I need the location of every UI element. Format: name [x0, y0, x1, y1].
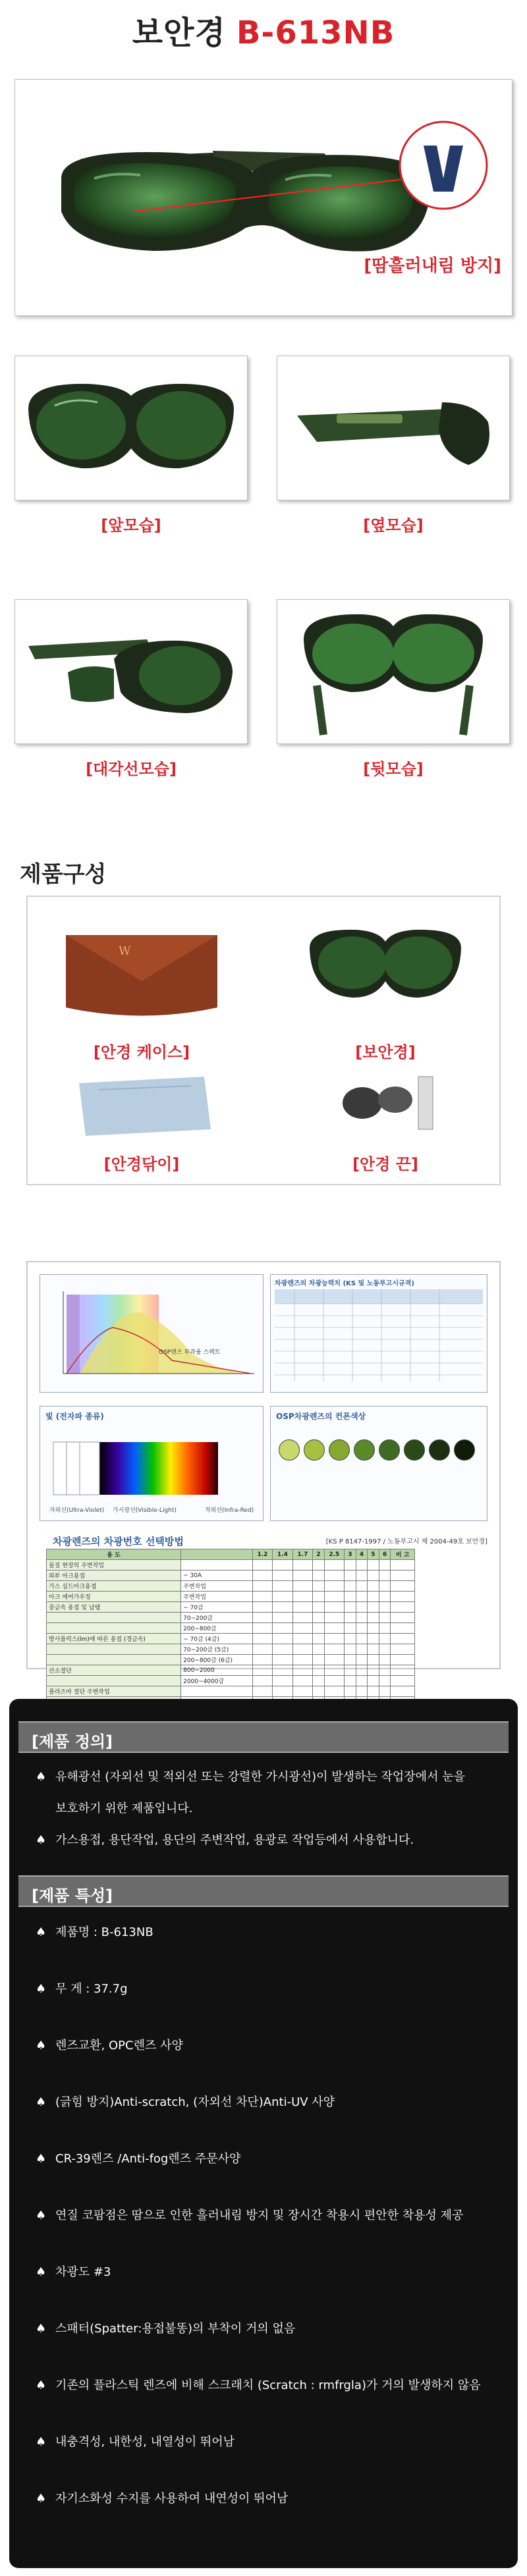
view-side-caption: [옆모습] [363, 516, 424, 535]
definition-item: ♠ 유해광선 (자외선 및 적외선 또는 강렬한 가시광선)이 발생하는 작업장에서 눈을 [36, 1765, 465, 1790]
table-empty-cell [273, 1581, 292, 1592]
table-cell: 주변작업 [181, 1581, 253, 1592]
table-empty-cell [379, 1634, 391, 1644]
svg-text:W: W [119, 944, 131, 958]
table-empty-cell [356, 1570, 368, 1581]
table-empty-cell [313, 1686, 325, 1697]
spade-icon: ♠ [36, 1982, 47, 1996]
table-empty-cell [324, 1602, 344, 1613]
definition-title: [제품 정의] [32, 1732, 113, 1751]
view-diagonal-frame [14, 599, 248, 744]
table-empty-cell [292, 1592, 312, 1602]
main-photo-frame [14, 79, 513, 316]
table-empty-cell [273, 1592, 292, 1602]
table-cell: 2000~4000급 [181, 1676, 253, 1686]
table-row [47, 1655, 415, 1665]
definition-item: ♠ 가스용접, 용단작업, 용단의 주변작업, 용광로 작업등에서 사용합니다. [36, 1828, 414, 1853]
table-empty-cell [292, 1560, 312, 1570]
spade-icon: ♠ [36, 2265, 47, 2279]
features-header [18, 1875, 509, 1907]
main-goggles-image [15, 80, 512, 315]
table-empty-cell [368, 1570, 379, 1581]
table-row [47, 1634, 415, 1644]
osp-curve-label: OSP렌즈 투과율 스펙트 [159, 1349, 221, 1356]
spade-icon: ♠ [36, 1770, 47, 1784]
table-row [47, 1613, 415, 1623]
table-empty-cell [324, 1665, 344, 1676]
table-row [47, 1676, 415, 1686]
table-cell: 산소절단 [47, 1665, 181, 1676]
table-empty-cell [368, 1560, 379, 1570]
table-empty-cell [313, 1623, 325, 1634]
table-header-cell: 1.4 [273, 1549, 292, 1560]
transmittance-chart-panel [40, 1274, 264, 1393]
table-cell [47, 1644, 181, 1655]
table-empty-cell [345, 1665, 356, 1676]
feature-item: ♠ CR-39렌즈 /Anti-fog렌즈 주문사양 [36, 2147, 240, 2172]
table-empty-cell [345, 1581, 356, 1592]
table-empty-cell [313, 1570, 325, 1581]
table-empty-cell [313, 1613, 325, 1623]
front-view-image [15, 356, 247, 500]
table-empty-cell [345, 1592, 356, 1602]
table-empty-cell [356, 1613, 368, 1623]
table-empty-cell [379, 1686, 391, 1697]
spec-panel [9, 1699, 518, 2568]
table-empty-cell [368, 1623, 379, 1634]
table-cell: 방사플럭스(lm)에 따른 용접 (경금속) [47, 1634, 181, 1644]
diagonal-view-image [15, 600, 247, 743]
table-empty-cell [356, 1560, 368, 1570]
spade-icon: ♠ [36, 1925, 47, 1939]
table-empty-cell [356, 1676, 368, 1686]
osp-swatch-row [279, 1439, 475, 1461]
table-empty-cell [273, 1676, 292, 1686]
component-strap-caption: [안경 끈] [352, 1155, 418, 1173]
table-cell [47, 1655, 181, 1665]
table-empty-cell [345, 1644, 356, 1655]
table-empty-cell [379, 1560, 391, 1570]
table-row [47, 1592, 415, 1602]
table-empty-cell [252, 1560, 272, 1570]
table-empty-cell [273, 1644, 292, 1655]
table-empty-cell [292, 1644, 312, 1655]
table-empty-cell [379, 1613, 391, 1623]
spade-icon: ♠ [36, 1833, 47, 1847]
table-empty-cell [313, 1644, 325, 1655]
table-row [47, 1686, 415, 1697]
table-empty-cell [345, 1634, 356, 1644]
spade-icon: ♠ [36, 2209, 47, 2222]
component-goggles-caption: [보안경] [355, 1043, 416, 1061]
table-empty-cell [252, 1570, 272, 1581]
table-cell: 800~2000 [181, 1665, 253, 1676]
table-empty-cell [252, 1676, 272, 1686]
table-cell: 가스 실드아크용접 [47, 1581, 181, 1592]
table-empty-cell [324, 1644, 344, 1655]
table-empty-cell [391, 1570, 415, 1581]
visible-label: 가시광선(Visible-Light) [113, 1507, 177, 1514]
view-front-frame [14, 356, 248, 500]
table-cell [47, 1676, 181, 1686]
table-empty-cell [379, 1676, 391, 1686]
table-row [47, 1602, 415, 1613]
table-empty-cell [368, 1634, 379, 1644]
table-empty-cell [345, 1676, 356, 1686]
page-header [0, 0, 527, 59]
osp-swatch [404, 1439, 425, 1461]
table-empty-cell [356, 1686, 368, 1697]
osp-swatch [304, 1439, 325, 1461]
osp-swatch [354, 1439, 375, 1461]
table-empty-cell [356, 1623, 368, 1634]
table-empty-cell [368, 1613, 379, 1623]
table-row [47, 1560, 415, 1570]
view-front-caption: [앞모습] [101, 516, 161, 535]
callout-label: [땀흘러내림 방지] [364, 256, 501, 276]
selection-ref: [KS P 8147-1997 / 노동부고시 제 2004-49호 보안경] [325, 1538, 487, 1545]
table-empty-cell [292, 1686, 312, 1697]
table-empty-cell [292, 1623, 312, 1634]
table-empty-cell [273, 1570, 292, 1581]
feature-item: ♠ 차광도 #3 [36, 2260, 111, 2285]
transmittance-chart [40, 1275, 263, 1392]
table-empty-cell [368, 1665, 379, 1676]
table-empty-cell [368, 1676, 379, 1686]
feature-item: ♠ 제품명 : B-613NB [36, 1920, 153, 1945]
transmittance-title: 차광렌즈의 차광능력치 (KS 및 노동부고시규격) [275, 1280, 414, 1287]
table-empty-cell [313, 1581, 325, 1592]
component-cloth [59, 1063, 224, 1142]
feature-item: ♠ 연질 코팜점은 땀으로 인한 흘러내림 방지 및 장시간 착용시 편안한 착용성 제공 [36, 2203, 463, 2228]
table-empty-cell [292, 1613, 312, 1623]
table-empty-cell [356, 1592, 368, 1602]
table-empty-cell [391, 1560, 415, 1570]
table-cell: 주변작업 [181, 1592, 253, 1602]
table-empty-cell [252, 1686, 272, 1697]
table-empty-cell [391, 1676, 415, 1686]
table-empty-cell [391, 1602, 415, 1613]
table-empty-cell [313, 1655, 325, 1665]
table-empty-cell [368, 1655, 379, 1665]
osp-swatch [379, 1439, 400, 1461]
transmittance-table-panel [270, 1274, 487, 1393]
table-empty-cell [273, 1560, 292, 1570]
table-empty-cell [391, 1665, 415, 1676]
table-empty-cell [252, 1665, 272, 1676]
selection-title: 차광렌즈의 차광번호 선택방법 [53, 1536, 184, 1547]
table-empty-cell [252, 1634, 272, 1644]
table-empty-cell [368, 1686, 379, 1697]
component-goggles [296, 909, 474, 1027]
table-empty-cell [391, 1655, 415, 1665]
table-empty-cell [324, 1623, 344, 1634]
table-header-cell: 3 [345, 1549, 356, 1560]
table-empty-cell [391, 1613, 415, 1623]
table-cell: 70~200급 (5급) [181, 1644, 253, 1655]
feature-item: ♠ (긁힘 방지)Anti-scratch, (자외선 차단)Anti-UV 사양 [36, 2090, 335, 2115]
spade-icon: ♠ [36, 2095, 47, 2109]
selection-section [40, 1534, 487, 1696]
table-empty-cell [273, 1623, 292, 1634]
title-ko: 보안경 [132, 14, 226, 51]
table-cell: ~ 70급 [181, 1602, 253, 1613]
table-header-cell: 6 [379, 1549, 391, 1560]
table-empty-cell [368, 1644, 379, 1655]
table-empty-cell [324, 1592, 344, 1602]
table-empty-cell [345, 1560, 356, 1570]
table-header-cell [181, 1549, 253, 1560]
table-cell: 외부 아크용접 [47, 1570, 181, 1581]
case-image [53, 909, 231, 1027]
table-empty-cell [292, 1634, 312, 1644]
component-cloth-caption: [안경닦이] [103, 1155, 180, 1173]
table-empty-cell [252, 1613, 272, 1623]
table-row [47, 1644, 415, 1655]
component-strap [310, 1063, 461, 1142]
feature-item: ♠ 기존의 플라스틱 렌즈에 비해 스크래치 (Scratch : rmfrgla)가 거의 발생하지 않음 [36, 2373, 481, 2398]
spade-icon: ♠ [36, 2492, 47, 2506]
table-empty-cell [356, 1581, 368, 1592]
osp-swatch [329, 1439, 350, 1461]
table-empty-cell [379, 1592, 391, 1602]
osp-swatch [454, 1439, 475, 1461]
table-empty-cell [345, 1602, 356, 1613]
table-empty-cell [356, 1644, 368, 1655]
table-empty-cell [391, 1644, 415, 1655]
spectrum-panel [40, 1406, 264, 1521]
component-case [53, 909, 231, 1027]
table-cell: 70~200급 [181, 1613, 253, 1623]
table-header-cell: 용 도 [47, 1549, 181, 1560]
table-empty-cell [356, 1665, 368, 1676]
table-empty-cell [356, 1634, 368, 1644]
table-empty-cell [368, 1602, 379, 1613]
table-empty-cell [391, 1634, 415, 1644]
view-side-frame [277, 356, 510, 500]
table-empty-cell [391, 1623, 415, 1634]
table-empty-cell [252, 1592, 272, 1602]
spade-icon: ♠ [36, 2378, 47, 2392]
table-empty-cell [252, 1602, 272, 1613]
table-cell: 플라즈마 절단 주변작업 [47, 1686, 181, 1697]
table-cell [47, 1613, 181, 1623]
table-empty-cell [391, 1581, 415, 1592]
page-title [132, 7, 395, 53]
table-empty-cell [324, 1613, 344, 1623]
table-empty-cell [368, 1581, 379, 1592]
table-cell [181, 1560, 253, 1570]
table-cell [47, 1623, 181, 1634]
table-empty-cell [313, 1560, 325, 1570]
table-empty-cell [292, 1655, 312, 1665]
spade-icon: ♠ [36, 2322, 47, 2336]
table-header-cell: 2.5 [324, 1549, 344, 1560]
definition-header [18, 1721, 509, 1753]
table-empty-cell [252, 1644, 272, 1655]
table-row [47, 1623, 415, 1634]
table-empty-cell [324, 1570, 344, 1581]
table-empty-cell [292, 1665, 312, 1676]
table-header-cell: 4 [356, 1549, 368, 1560]
back-view-image [277, 600, 509, 743]
table-empty-cell [324, 1581, 344, 1592]
table-cell: ~ 70급 (4급) [181, 1634, 253, 1644]
table-empty-cell [345, 1686, 356, 1697]
table-empty-cell [292, 1581, 312, 1592]
spade-icon: ♠ [36, 2435, 47, 2449]
table-empty-cell [324, 1686, 344, 1697]
table-cell: 중금속 용접 및 납땜 [47, 1602, 181, 1613]
table-empty-cell [356, 1655, 368, 1665]
feature-item: ♠ 렌즈교환, OPC렌즈 사양 [36, 2033, 183, 2058]
table-empty-cell [324, 1655, 344, 1665]
cloth-image [59, 1063, 224, 1142]
table-empty-cell [252, 1581, 272, 1592]
component-case-caption: [안경 케이스] [93, 1043, 190, 1061]
table-empty-cell [313, 1634, 325, 1644]
table-empty-cell [356, 1602, 368, 1613]
table-empty-cell [345, 1623, 356, 1634]
table-empty-cell [345, 1570, 356, 1581]
table-empty-cell [313, 1676, 325, 1686]
osp-panel [270, 1406, 487, 1521]
table-empty-cell [273, 1686, 292, 1697]
side-view-image [277, 356, 509, 500]
osp-title: OSP차광렌즈의 컨폰색상 [276, 1412, 366, 1421]
table-header-cell: 1.2 [252, 1549, 272, 1560]
ir-label: 적외선(Infra-Red) [205, 1507, 254, 1514]
table-empty-cell [313, 1592, 325, 1602]
table-empty-cell [273, 1665, 292, 1676]
table-empty-cell [379, 1570, 391, 1581]
table-empty-cell [292, 1676, 312, 1686]
features-title: [제품 특성] [32, 1887, 113, 1905]
feature-item: ♠ 스패터(Spatter:용접불똥)의 부착이 거의 없음 [36, 2317, 295, 2342]
table-row [47, 1570, 415, 1581]
table-header-cell: 5 [368, 1549, 379, 1560]
transmittance-grid [271, 1289, 487, 1388]
definition-item: 보호하기 위한 제품입니다. [55, 1802, 193, 1815]
table-cell: 200~800급 [181, 1623, 253, 1634]
osp-swatch [279, 1439, 300, 1461]
table-empty-cell [345, 1655, 356, 1665]
table-header-cell: 비 고 [391, 1549, 415, 1560]
table-empty-cell [252, 1655, 272, 1665]
feature-item: ♠ 자기소화성 수지를 사용하여 내연성이 뛰어남 [36, 2486, 288, 2511]
feature-item: ♠ 무 게 : 37.7g [36, 1977, 128, 2002]
spectrum-title: 빛 (전자파 종류) [45, 1412, 104, 1421]
table-empty-cell [379, 1644, 391, 1655]
strap-image [310, 1063, 461, 1142]
table-empty-cell [273, 1655, 292, 1665]
table-empty-cell [313, 1665, 325, 1676]
table-empty-cell [379, 1655, 391, 1665]
table-empty-cell [391, 1592, 415, 1602]
table-row [47, 1665, 415, 1676]
table-header-cell: 2 [313, 1549, 325, 1560]
component-goggles-image [296, 909, 474, 1027]
table-empty-cell [292, 1570, 312, 1581]
table-empty-cell [273, 1613, 292, 1623]
table-empty-cell [379, 1623, 391, 1634]
osp-swatch [429, 1439, 450, 1461]
table-empty-cell [273, 1634, 292, 1644]
table-header-cell: 1.7 [292, 1549, 312, 1560]
table-empty-cell [252, 1623, 272, 1634]
table-cell: 200~800급 (6급) [181, 1655, 253, 1665]
table-empty-cell [379, 1602, 391, 1613]
table-empty-cell [379, 1665, 391, 1676]
table-cell: ~ 30A [181, 1570, 253, 1581]
table-empty-cell [324, 1676, 344, 1686]
uv-label: 자외선(Ultra-Violet) [49, 1507, 105, 1514]
table-empty-cell [273, 1602, 292, 1613]
table-empty-cell [391, 1686, 415, 1697]
feature-item: ♠ 내충격성, 내한성, 내열성이 뛰어남 [36, 2430, 235, 2455]
table-cell: 물질 현장의 주변작업 [47, 1560, 181, 1570]
table-empty-cell [292, 1602, 312, 1613]
table-empty-cell [345, 1613, 356, 1623]
view-back-frame [277, 599, 510, 744]
table-empty-cell [324, 1560, 344, 1570]
table-row [47, 1581, 415, 1592]
components-title: 제품구성 [20, 861, 107, 888]
table-cell: 아크 에어가우징 [47, 1592, 181, 1602]
view-diagonal-caption: [대각선모습] [86, 760, 177, 778]
view-back-caption: [뒷모습] [363, 760, 424, 778]
table-empty-cell [324, 1634, 344, 1644]
table-empty-cell [313, 1602, 325, 1613]
model-name: B-613NB [236, 14, 395, 51]
spade-icon: ♠ [36, 2039, 47, 2053]
table-cell [181, 1686, 253, 1697]
spade-icon: ♠ [36, 2152, 47, 2166]
table-empty-cell [379, 1581, 391, 1592]
table-empty-cell [368, 1592, 379, 1602]
